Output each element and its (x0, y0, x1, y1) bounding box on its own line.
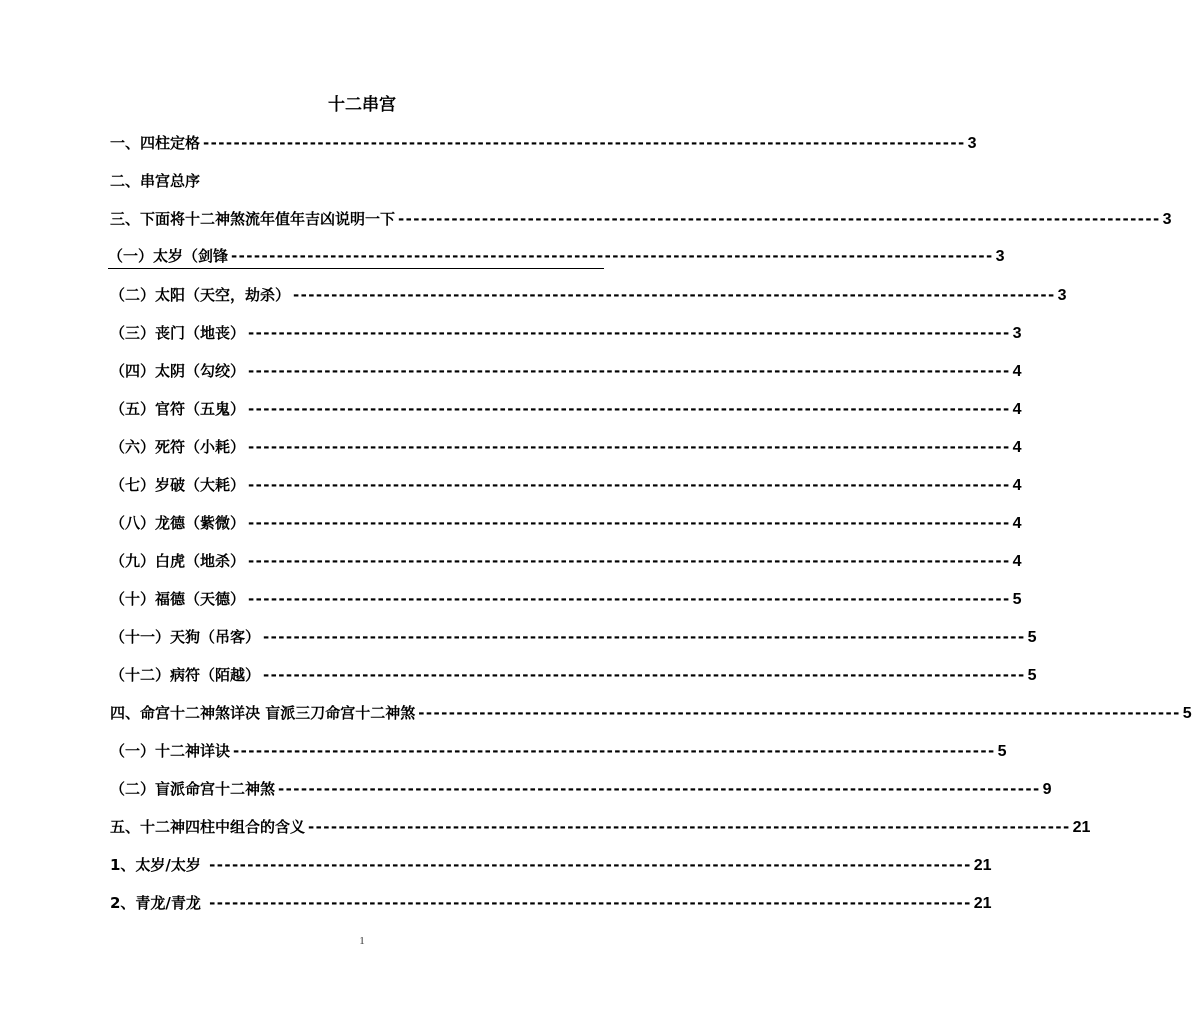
toc-dot-leader: ---------------------------------------------------------------------------------------------------- (248, 324, 1011, 342)
footer-page-number: 1 (359, 935, 365, 947)
toc-entry-20[interactable] (110, 853, 992, 877)
toc-dot-leader: ---------------------------------------------------------------------------------------------------- (418, 704, 1181, 722)
toc-dot-leader: ---------------------------------------------------------------------------------------------------- (248, 438, 1011, 456)
document-title: 十二串宫 (328, 95, 396, 115)
toc-entry-label: 2、青龙/青龙 (110, 894, 207, 912)
toc-dot-leader: ---------------------------------------------------------------------------------------------------- (248, 514, 1011, 532)
toc-page-number: 21 (973, 895, 992, 912)
toc-entry-18[interactable] (110, 777, 1052, 801)
toc-entry-label: （五）官符（五鬼） (110, 400, 246, 418)
toc-entry-label: （七）岁破（大耗） (110, 476, 246, 494)
toc-page-number: 5 (1012, 591, 1022, 608)
toc-entry-label: 五、十二神四柱中组合的含义 (110, 818, 306, 836)
toc-entry-14[interactable] (110, 625, 1037, 649)
toc-entry-label: 二、串宫总序 (110, 172, 201, 190)
toc-page-number: 9 (1042, 781, 1052, 798)
toc-page-number: 21 (1072, 819, 1091, 836)
toc-entry-label: （十二）病符（陌越） (110, 666, 261, 684)
toc-entry-16[interactable] (110, 701, 1192, 725)
toc-entry-1[interactable] (110, 131, 977, 155)
toc-entry-6[interactable] (110, 321, 1022, 345)
toc-entry-label: （八）龙德（紫微） (110, 514, 246, 532)
toc-page-number: 4 (1012, 553, 1022, 570)
toc-dot-leader: ---------------------------------------------------------------------------------------------------- (209, 856, 972, 874)
toc-dot-leader: ---------------------------------------------------------------------------------------------------- (263, 666, 1026, 684)
toc-page-number: 3 (1162, 211, 1172, 228)
toc-dot-leader: ---------------------------------------------------------------------------------------------------- (278, 780, 1041, 798)
toc-dot-leader: ---------------------------------------------------------------------------------------------------- (231, 247, 994, 265)
toc-entry-label: （六）死符（小耗） (110, 438, 246, 456)
toc-entry-4[interactable] (108, 244, 1005, 269)
toc-page-number: 3 (967, 135, 977, 152)
toc-entry-9[interactable] (110, 435, 1022, 459)
toc-entry-label: 四、命宫十二神煞详决 盲派三刀命宫十二神煞 (110, 704, 416, 722)
toc-entry-15[interactable] (110, 663, 1037, 687)
toc-entry-13[interactable] (110, 587, 1022, 611)
toc-entry-11[interactable] (110, 511, 1022, 535)
toc-page-number: 21 (973, 857, 992, 874)
toc-dot-leader: ---------------------------------------------------------------------------------------------------- (263, 628, 1026, 646)
toc-entry-label: （二）太阳（天空，劫杀） (110, 286, 291, 304)
toc-page-number: 3 (995, 248, 1005, 265)
toc-entry-label: （四）太阴（勾绞） (110, 362, 246, 380)
toc-entry-19[interactable] (110, 815, 1091, 839)
toc-dot-leader: ---------------------------------------------------------------------------------------------------- (248, 476, 1011, 494)
toc-entry-label: 1、太岁/太岁 (110, 856, 207, 874)
toc-page-number: 5 (1027, 667, 1037, 684)
toc-dot-leader: ---------------------------------------------------------------------------------------------------- (248, 552, 1011, 570)
toc-entry-label: （十）福德（天德） (110, 590, 246, 608)
toc-entry-label: （三）丧门（地丧） (110, 324, 246, 342)
toc-dot-leader: ---------------------------------------------------------------------------------------------------- (203, 134, 966, 152)
toc-page-number: 5 (1027, 629, 1037, 646)
toc-page-number: 4 (1012, 401, 1022, 418)
toc-entry-8[interactable] (110, 397, 1022, 421)
toc-entry-12[interactable] (110, 549, 1022, 573)
toc-entry-21[interactable] (110, 891, 992, 915)
toc-dot-leader: ---------------------------------------------------------------------------------------------------- (248, 362, 1011, 380)
toc-entry-label: 三、下面将十二神煞流年值年吉凶说明一下 (110, 210, 396, 228)
toc-page-number: 4 (1012, 363, 1022, 380)
toc-entry-label: （十一）天狗（吊客） (110, 628, 261, 646)
toc-entry-label: （二）盲派命宫十二神煞 (110, 780, 276, 798)
toc-dot-leader: ---------------------------------------------------------------------------------------------------- (209, 894, 972, 912)
toc-dot-leader: ---------------------------------------------------------------------------------------------------- (308, 818, 1071, 836)
toc-page-number: 5 (1182, 705, 1192, 722)
toc-entry-7[interactable] (110, 359, 1022, 383)
toc-page-number: 3 (1012, 325, 1022, 342)
toc-dot-leader: ---------------------------------------------------------------------------------------------------- (398, 210, 1161, 228)
toc-entry-2[interactable] (110, 169, 604, 193)
toc-entry-label: 一、四柱定格 (110, 134, 201, 152)
toc-page-number: 4 (1012, 477, 1022, 494)
toc-entry-3[interactable] (110, 207, 1172, 231)
toc-entry-label: （一）十二神详诀 (110, 742, 231, 760)
toc-dot-leader: ---------------------------------------------------------------------------------------------------- (248, 590, 1011, 608)
toc-entry-5[interactable] (110, 283, 1067, 307)
toc-entry-10[interactable] (110, 473, 1022, 497)
toc-entry-17[interactable] (110, 739, 1007, 763)
toc-page-number: 3 (1057, 287, 1067, 304)
toc-dot-leader: ---------------------------------------------------------------------------------------------------- (233, 742, 996, 760)
toc-entry-label: （九）白虎（地杀） (110, 552, 246, 570)
toc-page-number: 4 (1012, 515, 1022, 532)
toc-page-number: 4 (1012, 439, 1022, 456)
toc-dot-leader: ---------------------------------------------------------------------------------------------------- (248, 400, 1011, 418)
toc-dot-leader: ---------------------------------------------------------------------------------------------------- (293, 286, 1056, 304)
toc-page-number: 5 (997, 743, 1007, 760)
toc-entry-label: （一）太岁（剑锋 (108, 247, 229, 265)
